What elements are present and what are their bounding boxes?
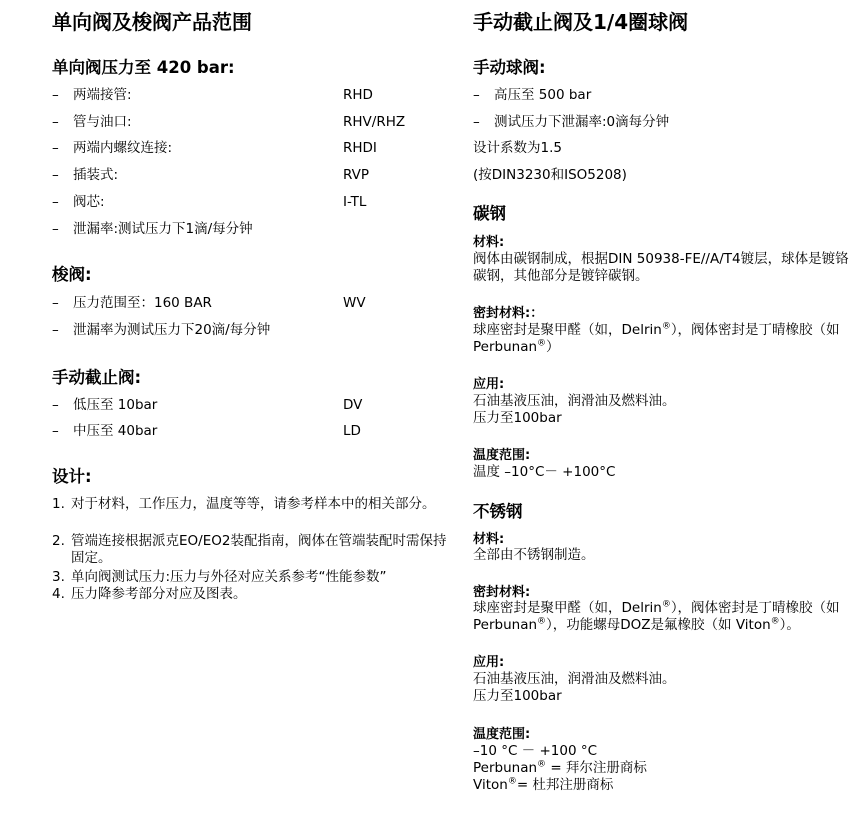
item-code: I-TL: [343, 194, 367, 210]
item-code: RVP: [343, 167, 370, 183]
temperature-label: 温度范围:: [473, 727, 531, 742]
item-label: 中压至 40bar: [73, 423, 158, 439]
application-line: 石油基液压油，润滑油及燃料油。: [473, 671, 676, 687]
dash-bullet: –: [52, 322, 59, 338]
item-label: 高压至 500 bar: [494, 87, 592, 103]
seal-label: 密封材料:: [473, 585, 531, 600]
design-heading: 设计:: [52, 467, 92, 486]
material-label: 材料:: [473, 235, 505, 250]
note-text: 管端连接根据派克EO/EO2装配指南，阀体在管端装配时需保持固定。: [71, 533, 447, 566]
note-text: 单向阀测试压力:压力与外径对应关系参考“性能参数”: [71, 569, 387, 585]
note-number: 4.: [52, 586, 65, 602]
item-label: 两端接管:: [73, 87, 132, 103]
item-code: RHV/RHZ: [343, 114, 406, 130]
trademark-note: Perbunan® = 拜尔注册商标: [473, 759, 647, 776]
left-title: 单向阀及梭阀产品范围: [52, 10, 252, 34]
application-line: 压力至100bar: [473, 410, 562, 426]
seal-label: 密封材料:：: [473, 306, 544, 321]
temperature-label: 温度范围:: [473, 448, 531, 463]
seal-text: 球座密封是聚甲醛（如，Delrin®），阀体密封是丁晴橡胶（如 Perbunan®），功能螺母DOZ是氟橡胶（如 Viton®）。: [473, 599, 840, 633]
stainless-heading: 不锈钢: [473, 502, 523, 521]
item-label: 压力范围至：160 BAR: [73, 295, 212, 311]
carbon-steel-heading: 碳钢: [473, 204, 506, 223]
dash-bullet: –: [52, 194, 59, 210]
standard-reference: (按DIN3230和ISO5208): [473, 167, 627, 183]
item-label: 两端内螺纹连接:: [73, 140, 173, 156]
note-number: 2.: [52, 533, 65, 549]
dash-bullet: –: [473, 87, 480, 103]
item-code: RHDI: [343, 140, 377, 156]
dash-bullet: –: [52, 140, 59, 156]
temperature-text: 温度 –10°C－ +100°C: [473, 464, 616, 480]
item-label: 管与油口:: [73, 114, 132, 130]
item-label: 插装式:: [73, 167, 119, 183]
trademark-note: Viton®= 杜邦注册商标: [473, 776, 614, 793]
design-factor: 设计系数为1.5: [473, 140, 562, 156]
item-code: LD: [343, 423, 361, 439]
application-label: 应用:: [473, 655, 505, 670]
item-label: 低压至 10bar: [73, 397, 158, 413]
dash-bullet: –: [52, 167, 59, 183]
material-text: 阀体由碳钢制成，根据DIN 50938-FE//A/T4镀层，球体是镀铬碳钢，其他部分是镀锌碳钢。: [473, 251, 849, 284]
temperature-text: –10 °C － +100 °C: [473, 743, 598, 759]
dash-bullet: –: [52, 221, 59, 237]
item-label: 测试压力下泄漏率:0滴每分钟: [494, 114, 670, 130]
item-label: 泄漏率:测试压力下1滴/每分钟: [73, 221, 253, 237]
material-label: 材料:: [473, 532, 505, 547]
ball-valve-heading: 手动球阀:: [473, 58, 546, 77]
item-code: WV: [343, 295, 366, 311]
dash-bullet: –: [52, 295, 59, 311]
note-text: 对于材料，工作压力，温度等等，请参考样本中的相关部分。: [71, 496, 436, 512]
material-text: 全部由不锈钢制造。: [473, 547, 595, 563]
dash-bullet: –: [52, 397, 59, 413]
application-line: 压力至100bar: [473, 688, 562, 704]
item-label: 泄漏率为测试压力下20滴/每分钟: [73, 322, 271, 338]
dash-bullet: –: [52, 87, 59, 103]
dash-bullet: –: [473, 114, 480, 130]
manual-stop-heading: 手动截止阀:: [52, 368, 142, 387]
item-code: RHD: [343, 87, 373, 103]
application-line: 石油基液压油，润滑油及燃料油。: [473, 393, 676, 409]
note-text: 压力降参考部分对应及图表。: [71, 586, 247, 602]
item-code: DV: [343, 397, 363, 413]
note-number: 1.: [52, 496, 65, 512]
right-title: 手动截止阀及1/4圈球阀: [473, 10, 689, 34]
note-number: 3.: [52, 569, 65, 585]
application-label: 应用:: [473, 377, 505, 392]
check-valve-heading: 单向阀压力至 420 bar:: [52, 58, 235, 77]
item-label: 阀芯:: [73, 194, 105, 210]
dash-bullet: –: [52, 114, 59, 130]
seal-text: 球座密封是聚甲醛（如，Delrin®），阀体密封是丁晴橡胶（如Perbunan®）: [473, 321, 840, 355]
shuttle-valve-heading: 梭阀:: [52, 265, 92, 284]
dash-bullet: –: [52, 423, 59, 439]
